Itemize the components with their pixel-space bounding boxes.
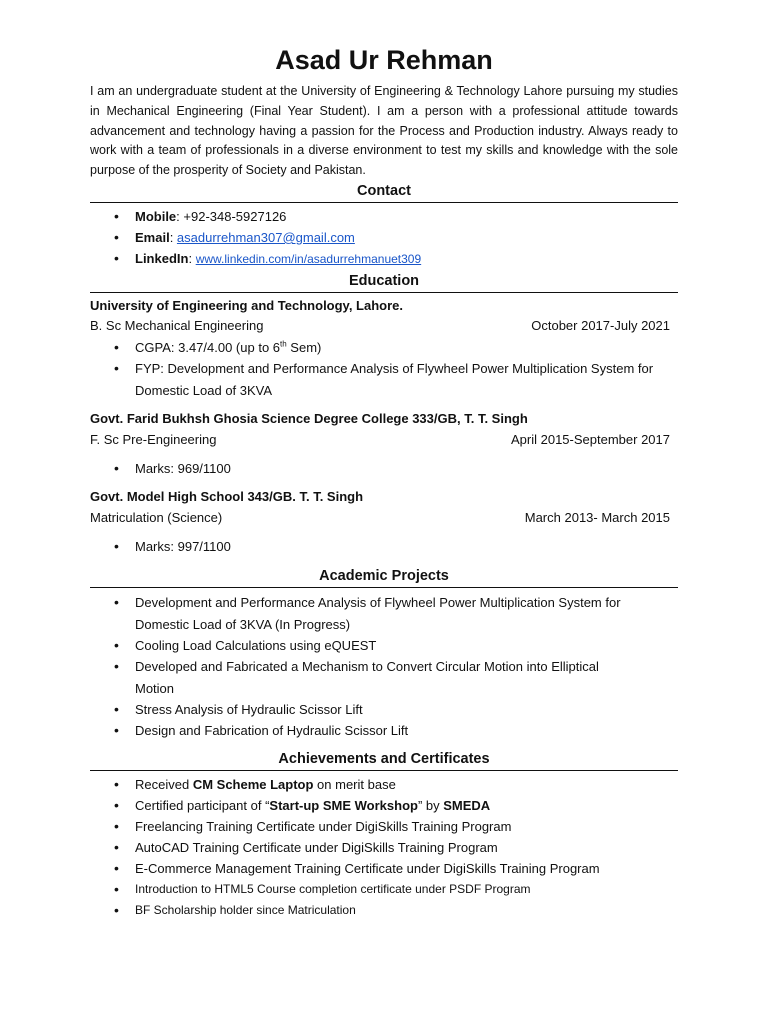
section-title-projects: Academic Projects [90, 566, 678, 588]
project-item: • Cooling Load Calculations using eQUEST [90, 635, 678, 656]
school-marks: • Marks: 997/1100 [90, 536, 678, 557]
section-title-contact: Contact [90, 181, 678, 203]
profile-summary: I am an undergraduate student at the University of Engineering & Technology Lahore pursuing my studies in Mechanical Engineering (Final Year Student). I am a person with a professional attitude towards advancement and technology having a passion for the Process and Production industry. Always ready to work with a team of professionals in a diverse environment to test my skills and knowledge with the sole purpose of the prosperity of Society and Pakistan. [90, 84, 678, 178]
email-separator: : [169, 230, 177, 245]
contact-linkedin [90, 248, 678, 270]
mobile-value: : +92-348-5927126 [176, 209, 287, 224]
linkedin-label: LinkedIn [135, 251, 189, 266]
section-title-achievements: Achievements and Certificates [90, 749, 678, 771]
linkedin-separator: : [188, 251, 196, 266]
cgpa-suffix: Sem) [286, 340, 322, 355]
uet-degree: B. Sc Mechanical Engineering [90, 318, 264, 333]
college-details [90, 458, 678, 479]
achievement-item: • BF Scholarship holder since Matriculation [90, 900, 678, 921]
achievement-item: • Introduction to HTML5 Course completion certificate under PSDF Program [90, 879, 678, 900]
email-link[interactable]: asadurrehman307@gmail.com [176, 230, 355, 245]
achievement-item [90, 795, 678, 816]
uet-dates: October 2017-July 2021 [531, 318, 670, 333]
uet-degree-row [90, 316, 670, 336]
achievement-item: • Freelancing Training Certificate under DigiSkills Training Program [90, 816, 678, 837]
uet-institution: University of Engineering and Technology, Lahore. [90, 298, 404, 313]
uet-cgpa [90, 337, 678, 358]
cgpa-text: CGPA: 3.47/4.00 (up to 6 [135, 340, 281, 355]
college-degree: F. Sc Pre-Engineering [90, 432, 217, 447]
project-item: • Stress Analysis of Hydraulic Scissor Lift [90, 699, 678, 720]
contact-email [90, 227, 678, 248]
school-details [90, 536, 678, 557]
school-degree: Matriculation (Science) [90, 510, 223, 525]
school-degree-row [90, 508, 670, 528]
college-dates: April 2015-September 2017 [511, 432, 670, 447]
email-label: Email [135, 230, 170, 245]
college-institution: Govt. Farid Bukhsh Ghosia Science Degree College 333/GB, T. T. Singh [90, 411, 528, 426]
achievement-text: Received [135, 777, 193, 792]
achievement-item [90, 774, 678, 795]
achievement-highlight: Start-up SME Workshop [269, 798, 418, 813]
mobile-label: Mobile [135, 209, 177, 224]
contact-mobile [90, 206, 678, 227]
achievement-highlight: SMEDA [443, 798, 491, 813]
school-dates: March 2013- March 2015 [524, 510, 670, 525]
achievement-highlight: CM Scheme Laptop [192, 777, 314, 792]
achievement-text: ” by [417, 798, 444, 813]
project-item: • Developed and Fabricated a Mechanism to Convert Circular Motion into Elliptical Motion [90, 656, 678, 699]
section-title-education: Education [90, 271, 678, 293]
achievement-text: on merit base [313, 777, 396, 792]
project-item: • Development and Performance Analysis of Flywheel Power Multiplication System for Domestic Load of 3KVA (In Progress) [90, 592, 678, 635]
projects-list [90, 592, 678, 741]
linkedin-link[interactable]: www.linkedin.com/in/asadurrehmanuet309 [195, 252, 422, 266]
school-institution: Govt. Model High School 343/GB. T. T. Singh [90, 489, 364, 504]
uet-fyp: • FYP: Development and Performance Analysis of Flywheel Power Multiplication System for Domestic Load of 3KVA [90, 358, 678, 401]
uet-details [90, 337, 678, 401]
achievement-item: • E-Commerce Management Training Certificate under DigiSkills Training Program [90, 858, 678, 879]
cgpa-superscript: th [280, 339, 287, 349]
contact-list [90, 206, 678, 270]
achievements-list [90, 774, 678, 921]
achievement-item: • AutoCAD Training Certificate under DigiSkills Training Program [90, 837, 678, 858]
project-item: • Design and Fabrication of Hydraulic Scissor Lift [90, 720, 678, 741]
college-degree-row [90, 430, 670, 450]
college-marks: • Marks: 969/1100 [90, 458, 678, 479]
candidate-name: Asad Ur Rehman [275, 45, 493, 75]
achievement-text: Certified participant of “ [135, 798, 270, 813]
